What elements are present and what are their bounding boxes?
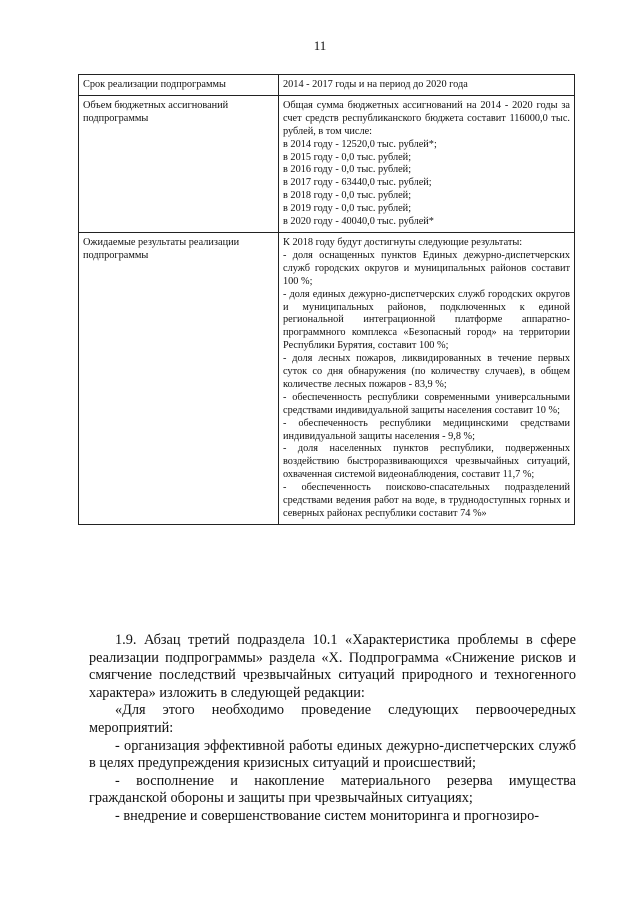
budget-year-line: в 2019 году - 0,0 тыс. рублей; bbox=[283, 203, 412, 215]
table-cell-value bbox=[279, 95, 575, 232]
budget-year-line: в 2020 году - 40040,0 тыс. рублей* bbox=[283, 216, 434, 228]
table-row bbox=[79, 232, 575, 524]
budget-year-line: в 2016 году - 0,0 тыс. рублей; bbox=[283, 164, 412, 176]
paragraph-measure: - восполнение и накопление материального резерва имущества гражданской обороны и защиты при чрезвычайных ситуациях; bbox=[89, 772, 576, 807]
results-intro: К 2018 году будут достигнуты следующие результаты: bbox=[283, 236, 523, 248]
result-item: - обеспеченность республики медицинскими средствами индивидуальной защиты населения - 9,8 %; bbox=[283, 417, 570, 442]
paragraph-amendment: 1.9. Абзац третий подраздела 10.1 «Характеристика проблемы в сфере реализации подпрограммы» раздела «X. Подпрограмма «Снижение рисков и смягчение последствий чрезвычайных ситуаций природного и техногенного характера» изложить в следующей редакции: bbox=[89, 632, 576, 701]
result-item: - доля оснащенных пунктов Единых дежурно-диспетчерских служб городских округов и муниципальных районов составит 100 %; bbox=[283, 249, 570, 287]
result-item: - обеспеченность поисково-спасательных подразделений средствами ведения работ на воде, в труднодоступных горных и северных районах республики составит 74 %» bbox=[283, 482, 570, 519]
budget-intro: Общая сумма бюджетных ассигнований на 2014 - 2020 годы за счет средств республиканского бюджета составит 116000,0 тыс. рублей, в том числе: bbox=[283, 99, 570, 137]
table-row bbox=[79, 75, 575, 96]
table-cell-label: Ожидаемые результаты реализации подпрограммы bbox=[79, 232, 279, 524]
table-cell-value bbox=[279, 232, 575, 524]
paragraph-measure: - организация эффективной работы единых дежурно-диспетчерских служб в целях предупреждения кризисных ситуаций и происшествий; bbox=[89, 737, 576, 772]
result-item: - доля лесных пожаров, ликвидированных в течение первых суток со дня обнаружения (по количеству случаев), в общем количестве лесных пожаров - 83,9 %; bbox=[283, 353, 570, 390]
result-item: - доля единых дежурно-диспетчерских служб городских округов и муниципальных районов, подключенных к единой региональной интеграционной платформе аппаратно-программного комплекса «Безопасный город» на территории Республики Бурятия, составит 100 %; bbox=[283, 288, 570, 352]
page-number: 11 bbox=[313, 38, 327, 53]
table-cell-label: Объем бюджетных ассигнований подпрограммы bbox=[79, 95, 279, 232]
budget-year-line: в 2015 году - 0,0 тыс. рублей; bbox=[283, 151, 412, 163]
paragraph-measure: - внедрение и совершенствование систем мониторинга и прогнозиро- bbox=[115, 807, 539, 824]
budget-year-line: в 2018 году - 0,0 тыс. рублей; bbox=[283, 190, 412, 202]
table-row bbox=[79, 95, 575, 232]
table-cell-value: 2014 - 2017 годы и на период до 2020 года bbox=[279, 75, 575, 96]
program-passport-table bbox=[78, 74, 575, 525]
budget-year-line: в 2014 году - 12520,0 тыс. рублей*; bbox=[283, 138, 437, 150]
result-item: - обеспеченность республики современными универсальными средствами индивидуальной защиты населения составит 10 %; bbox=[283, 391, 570, 416]
result-item: - доля населенных пунктов республики, подверженных воздействию быстроразвивающихся чрезвычайных ситуаций, охваченная системой видеонаблюдения, составит 11,7 %; bbox=[283, 443, 570, 481]
table-cell-label: Срок реализации подпрограммы bbox=[79, 75, 279, 96]
budget-year-line: в 2017 году - 63440,0 тыс. рублей; bbox=[283, 177, 432, 189]
amendment-text bbox=[89, 632, 576, 826]
paragraph-quote-start: «Для этого необходимо проведение следующих первоочередных мероприятий: bbox=[89, 702, 576, 736]
